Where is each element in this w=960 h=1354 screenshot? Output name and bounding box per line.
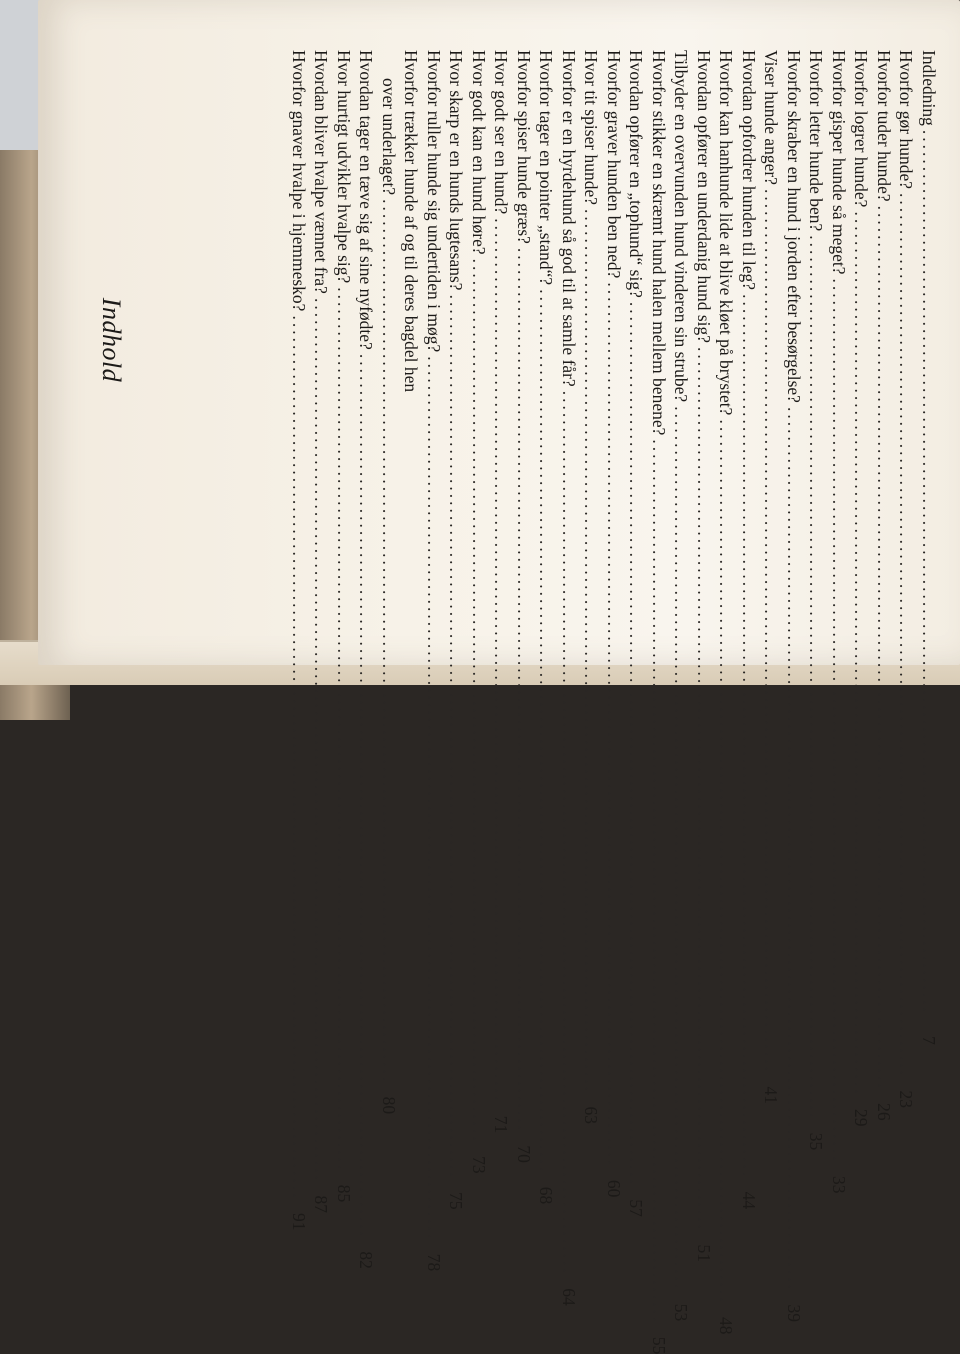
- toc-dot-leader: ........................................................................................................................: [671, 406, 692, 1292]
- toc-dot-leader: ........................................................................................................................: [739, 294, 759, 1180]
- toc-entry-title: Hvordan bliver hvalpe vænnet fra?: [311, 50, 332, 294]
- page-title: Indhold: [97, 297, 126, 383]
- toc-entry: [468, 50, 491, 1174]
- toc-entry-title: Hvorfor trækker hunde af og til deres bagdel hen: [401, 50, 422, 393]
- toc-entry-page: 26: [874, 1103, 894, 1121]
- toc-entry: [850, 50, 873, 1127]
- toc-dot-leader: ........................................................................................................................: [334, 287, 354, 1173]
- toc-entry-title: Hvor godt kan en hund høre?: [469, 50, 489, 255]
- toc-entry: [805, 50, 828, 1151]
- toc-dot-leader: ........................................................................................................................: [446, 294, 467, 1180]
- toc-entry-title: Hvorfor letter hunde ben?: [806, 50, 827, 232]
- toc-entry-page: 48: [716, 1316, 737, 1335]
- toc-dot-leader: ........................................................................................................................: [514, 247, 534, 1133]
- toc-dot-leader: ........................................................................................................................: [694, 347, 714, 1233]
- toc-entry-page: 23: [896, 1090, 917, 1108]
- toc-dot-leader: ........................................................................................................................: [829, 278, 849, 1164]
- toc-entry-title: Hvorfor gør hunde?: [896, 50, 917, 189]
- toc-dot-leader: ........................................................................................................................: [491, 218, 512, 1104]
- toc-entry-title: Hvordan opfører en „tophund“ sig?: [626, 50, 647, 298]
- toc-entry: [378, 50, 401, 1115]
- toc-dot-leader: ........................................................................................................................: [851, 211, 872, 1097]
- toc-entry-title: Hvor hurtigt udvikler hvalpe sig?: [334, 50, 354, 284]
- toc-entry: [355, 50, 378, 1269]
- toc-entry-title: Hvorfor kan hanhunde lide at blive kløet på brystet?: [716, 50, 737, 416]
- toc-dot-leader: ........................................................................................................................: [559, 390, 579, 1276]
- toc-entry-title: over underlaget?: [379, 78, 399, 196]
- toc-entry: [828, 50, 851, 1194]
- toc-entry: [580, 50, 603, 1125]
- rotated-page-content: [158, 20, 958, 1354]
- toc-entry-title: Indledning: [919, 50, 939, 126]
- toc-entry-page: 91: [289, 1212, 309, 1231]
- toc-dot-leader: ........................................................................................................................: [536, 289, 557, 1175]
- toc-entry: [513, 50, 536, 1163]
- toc-entry: [310, 50, 333, 1213]
- toc-dot-leader: ........................................................................................................................: [896, 192, 917, 1078]
- toc-entry-page: 63: [581, 1106, 602, 1125]
- toc-entry-page: 53: [671, 1303, 692, 1322]
- toc-entry-title: Viser hunde anger?: [761, 50, 782, 186]
- toc-entry-page: 35: [806, 1132, 827, 1151]
- toc-entry-page: 71: [491, 1115, 512, 1134]
- toc-dot-leader: ........................................................................................................................: [784, 406, 804, 1292]
- toc-dot-leader: ........................................................................................................................: [649, 439, 669, 1325]
- toc-entry-title: Hvorfor gnaver hvalpe i hjemmesko?: [289, 50, 309, 312]
- toc-dot-leader: ........................................................................................................................: [469, 258, 489, 1144]
- toc-entry-page: 64: [559, 1288, 579, 1306]
- toc-entry: [445, 50, 468, 1210]
- toc-entry-page: 87: [311, 1195, 332, 1213]
- toc-dot-leader: ........................................................................................................................: [289, 315, 309, 1201]
- toc-entry: [738, 50, 761, 1210]
- toc-entry: [760, 50, 783, 1105]
- toc-entry-title: Hvorfor spiser hunde græs?: [514, 50, 534, 244]
- toc-entry-page: 80: [379, 1096, 399, 1115]
- toc-entry-page: 82: [356, 1251, 377, 1269]
- toc-entry-title: Hvordan tager en tæve sig af sine nyfødte?: [356, 50, 377, 350]
- toc-entry-title: Hvor tit spiser hunde?: [581, 50, 602, 206]
- toc-entry: [693, 50, 716, 1263]
- toc-dot-leader: ........................................................................................................................: [716, 419, 737, 1305]
- toc-entry: [918, 50, 941, 1045]
- toc-entry-page: 85: [334, 1184, 354, 1203]
- toc-entry: [423, 50, 446, 1272]
- toc-entry: [895, 50, 918, 1108]
- toc-entry-title: Hvorfor stikker en skræmt hund halen mellem benene?: [649, 50, 669, 436]
- toc-entry-page: 39: [784, 1304, 804, 1322]
- toc-entry: [648, 50, 671, 1354]
- toc-entry-title: Hvordan opfører en underdanig hund sig?: [694, 50, 714, 344]
- toc-entry-page: 60: [604, 1179, 624, 1198]
- toc-entry-title: Hvor skarp er en hunds lugtesans?: [446, 50, 467, 291]
- toc-entry-page: 73: [469, 1156, 489, 1174]
- toc-dot-leader: ........................................................................................................................: [424, 356, 444, 1242]
- toc-entry-page: 29: [851, 1108, 872, 1127]
- background-window-light: [0, 0, 40, 150]
- book-page: [38, 0, 960, 1354]
- toc-entry: [625, 50, 648, 1217]
- toc-entry-title: Hvorfor graver hunden ben ned?: [604, 50, 624, 279]
- toc-entry-page: 44: [739, 1191, 759, 1210]
- toc-dot-leader: ........................................................................................................................: [356, 353, 377, 1239]
- toc-dot-leader: ........................................................................................................................: [604, 282, 624, 1168]
- toc-entry-page: 33: [829, 1176, 849, 1194]
- toc-entry: [535, 50, 558, 1205]
- toc-dot-leader: ........................................................................................................................: [626, 301, 647, 1187]
- toc-dot-leader: ........................................................................................................................: [311, 297, 332, 1183]
- toc-entry-title: Hvorfor gisper hunde så meget?: [829, 50, 849, 275]
- toc-entry: [715, 50, 738, 1335]
- toc-dot-leader: ........................................................................................................................: [874, 205, 894, 1091]
- toc-entry-title: Tilbyder en overvunden hund vinderen sin strube?: [671, 50, 692, 403]
- toc-entry-page: 41: [761, 1086, 782, 1105]
- toc-dot-leader: ........................................................................................................................: [379, 199, 399, 1085]
- toc-dot-leader: ........................................................................................................................: [806, 235, 827, 1121]
- toc-entry-page: 57: [626, 1199, 647, 1217]
- toc-dot-leader: ........................................................................................................................: [919, 129, 939, 1015]
- toc-entry: [490, 50, 513, 1134]
- toc-entry: [333, 50, 356, 1203]
- toc-entry-page: 55: [649, 1336, 669, 1354]
- toc-entry: [400, 50, 423, 580]
- toc-entry-title: Hvordan opfordrer hunden til leg?: [739, 50, 759, 291]
- toc-entry: [783, 50, 806, 1322]
- toc-entry-title: Hvorfor tuder hunde?: [874, 50, 894, 202]
- toc-entry-page: 70: [514, 1145, 534, 1163]
- toc-dot-leader: ........................................................................................................................: [761, 189, 782, 1075]
- table-of-contents: [288, 50, 941, 1354]
- toc-dot-leader: ........................................................................................................................: [581, 209, 602, 1095]
- toc-entry-title: Hvorfor er en hyrdehund så god til at samle får?: [559, 50, 579, 387]
- toc-entry: [288, 50, 311, 1231]
- toc-entry-page: 68: [536, 1186, 557, 1205]
- toc-entry-title: Hvorfor skraber en hund i jorden efter besørgelse?: [784, 50, 804, 403]
- toc-entry-title: Hvorfor tager en pointer „stand“?: [536, 50, 557, 286]
- toc-entry: [670, 50, 693, 1322]
- toc-entry-title: Hvorfor ruller hunde sig undertiden i møg?: [424, 50, 444, 353]
- toc-entry-title: Hvor godt ser en hund?: [491, 50, 512, 215]
- toc-entry: [558, 50, 581, 1306]
- toc-entry-page: 78: [424, 1253, 444, 1272]
- toc-entry-page: 7: [919, 1036, 939, 1045]
- toc-entry: [873, 50, 896, 1121]
- toc-entry-page: 75: [446, 1192, 467, 1210]
- toc-entry: [603, 50, 626, 1198]
- toc-entry-page: 51: [694, 1244, 714, 1263]
- toc-entry-title: Hvorfor logrer hunde?: [851, 50, 872, 208]
